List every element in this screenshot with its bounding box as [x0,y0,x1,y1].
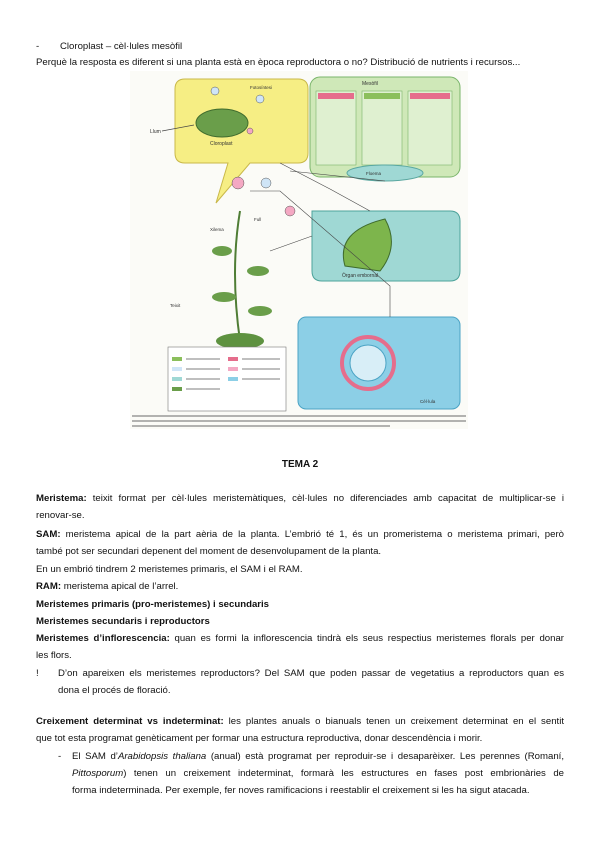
mesophyll-column [362,91,402,165]
xylem-label: Xilema [210,227,224,232]
sam-definition-cont: també pot ser secundari depenent del moment de desenvolupament de la planta. [36,546,382,557]
photosynthesis-label: Fotosíntesi [250,85,273,90]
definition-text: meristema apical de l’arrel. [61,581,179,592]
inflorescence-definition [36,632,564,645]
exclamation-bullet: ! [36,668,39,679]
chloroplast-shape [196,109,248,137]
growth-definition-cont: que tot esta programat genèticament per formar una estructura reproductiva, donar descendència i morir. [36,733,483,744]
key-swatch [228,357,238,361]
definition-text: quan es formi la inflorescencia tindrà els seus respectius meristemes florals per donar [169,633,564,644]
term: Meristemes d’inflorescencia: [36,633,170,644]
definition-text: teixit format per cèl·lules meristemàtiques, cèl·lules no diferenciades amb capacitat de multiplicar-se i [86,493,564,504]
molecule-icon [211,87,219,95]
light-label: Llum [150,129,161,135]
column-header [318,93,354,99]
column-header [364,93,400,99]
primary-secondary-heading: Meristemes primaris (pro-meristemes) i secundaris [36,599,270,610]
species-name: Pittosporum [72,768,124,779]
embryo-sentence: En un embrió tindrem 2 meristemes primaris, el SAM i el RAM. [36,564,303,575]
mesophyll-column [316,91,356,165]
inflorescence-definition-cont: les flors. [36,650,72,661]
plant-leaf [212,292,236,302]
chloroplast-label: Cloroplast [210,141,233,147]
tissue-label: Teixit [170,303,181,308]
key-swatch [172,367,182,371]
key-swatch [228,367,238,371]
species-name: Arabidopsis thaliana [117,751,207,762]
example-line-1 [72,750,564,763]
floem-label: Floema [366,171,382,176]
reproductive-question-cont: dona el procés de floració. [58,685,171,696]
term: Meristema: [36,493,87,504]
meristema-definition [36,492,564,505]
plant-leaf [212,246,232,256]
term: Creixement determinat vs indeterminat: [36,716,224,727]
mesophyll-label: Mesòfil [362,81,378,87]
term: SAM: [36,529,61,540]
rosette [216,333,264,349]
cell-core [350,345,386,381]
key-swatch [172,357,182,361]
example-text: ) tenen un creixement indeterminat, formarà les estructures en fases post embrionàries de [123,768,564,779]
definition-text: les plantes anuals o bianuals tenen un creixement determinat en el sentit [223,716,564,727]
term: RAM: [36,581,62,592]
column-header [410,93,450,99]
mesophyll-column [408,91,452,165]
dash-bullet: - [58,751,62,762]
sheet-label: Full [254,217,262,222]
ram-definition [36,580,178,593]
example-text: El SAM d’ [72,751,118,762]
key-swatch [228,377,238,381]
sink-organ-label: Òrgan embornal [342,273,379,279]
plant-leaf [247,266,269,276]
molecule-icon [256,95,264,103]
growth-definition [36,715,564,728]
example-line-3: forma indeterminada. Per exemple, fer noves ramificacions i reestablir el creixement si les ha sigut atacada. [72,785,530,796]
sugar-node [261,178,271,188]
intro-line-2: Perquè la resposta es diferent si una planta està en època reproductora o no? Distribució de nutrients i recursos... [36,57,521,68]
sugar-node [232,177,244,189]
key-swatch [172,387,182,391]
key-swatch [172,377,182,381]
intro-bullet: - [36,41,40,52]
reproductive-question: D’on apareixen els meristemes reproductors? Del SAM que poden passar de vegetatius a reproductors quan es [58,668,564,679]
sam-definition [36,528,564,541]
molecule-icon [247,128,253,134]
example-line-2 [72,767,564,780]
example-text: (anual) està programat per reproduir-se i desaparèixer. Les perennes (Romaní, [206,751,564,762]
section-heading: TEMA 2 [281,459,319,470]
plant-leaf [248,306,272,316]
plant-resource-allocation-figure [130,71,468,429]
secondary-reproductive-heading: Meristemes secundaris i reproductors [36,616,210,627]
sugar-node [285,206,295,216]
definition-text: meristema apical de la part aèria de la planta. L’embrió té 1, és un promeristema o meristema primari, però [60,529,564,540]
meristema-definition-cont: renovar-se. [36,510,85,521]
cell-label: Cèl·lula [420,399,436,404]
intro-line-1: Cloroplast – cèl·lules mesòfil [60,41,183,52]
floem-node [347,165,423,181]
